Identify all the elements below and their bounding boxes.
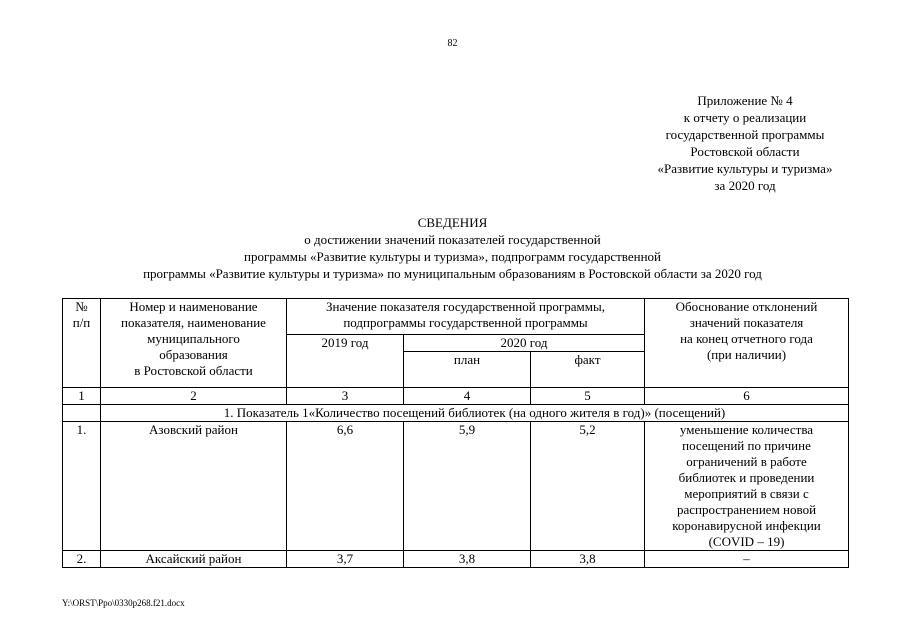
section-title: 1. Показатель 1«Количество посещений библиотек (на одного жителя в год)» (посещений) (101, 405, 849, 422)
document-heading (0, 214, 905, 282)
row-name: Аксайский район (101, 551, 287, 568)
column-number: 1 (63, 388, 101, 405)
column-number-row (63, 388, 849, 405)
header-reason: Обоснование отклонений значений показателя на конец отчетного года (при наличии) (645, 299, 849, 388)
file-path-footer: Y:\ORST\Ppo\0330p268.f21.docx (62, 598, 185, 608)
column-number: 4 (404, 388, 531, 405)
row-2019-value: 3,7 (287, 551, 404, 568)
appendix-line: за 2020 год (714, 178, 776, 193)
header-fact: факт (531, 352, 645, 388)
column-number: 5 (531, 388, 645, 405)
heading-line: о достижении значений показателей государственной (304, 232, 601, 247)
appendix-block (600, 92, 890, 194)
header-2020: 2020 год (404, 335, 645, 352)
header-2019: 2019 год (287, 335, 404, 388)
row-2019-value: 6,6 (287, 422, 404, 551)
appendix-line: государственной программы (665, 127, 825, 142)
row-plan-value: 3,8 (404, 551, 531, 568)
heading-line: программы «Развитие культуры и туризма», подпрограмм государственной (243, 249, 661, 264)
column-number: 6 (645, 388, 849, 405)
table-row (63, 551, 849, 568)
row-fact-value: 3,8 (531, 551, 645, 568)
document-title: СВЕДЕНИЯ (417, 215, 488, 230)
row-plan-value: 5,9 (404, 422, 531, 551)
section-row (63, 405, 849, 422)
header-name: Номер и наименование показателя, наименование муниципального образования в Ростовской области (101, 299, 287, 388)
table-row (63, 422, 849, 551)
row-name: Азовский район (101, 422, 287, 551)
row-fact-value: 5,2 (531, 422, 645, 551)
row-reason: уменьшение количества посещений по причине ограничений в работе библиотек и проведении мероприятий в связи с распространением новой коронавирусной инфекции (COVID – 19) (645, 422, 849, 551)
row-number: 1. (63, 422, 101, 551)
appendix-line: к отчету о реализации (683, 110, 807, 125)
column-number: 3 (287, 388, 404, 405)
header-value: Значение показателя государственной программы, подпрограммы государственной программы (287, 299, 645, 335)
page-number: 82 (447, 38, 458, 49)
row-reason: – (645, 551, 849, 568)
header-number: № п/п (63, 299, 101, 388)
appendix-line: Приложение № 4 (697, 93, 793, 108)
heading-line: программы «Развитие культуры и туризма» по муниципальным образованиям в Ростовской области за 2020 год (143, 266, 762, 281)
column-number: 2 (101, 388, 287, 405)
appendix-line: Ростовской области (690, 144, 800, 159)
row-number: 2. (63, 551, 101, 568)
report-table (62, 298, 849, 568)
header-plan: план (404, 352, 531, 388)
appendix-line: «Развитие культуры и туризма» (657, 161, 833, 176)
